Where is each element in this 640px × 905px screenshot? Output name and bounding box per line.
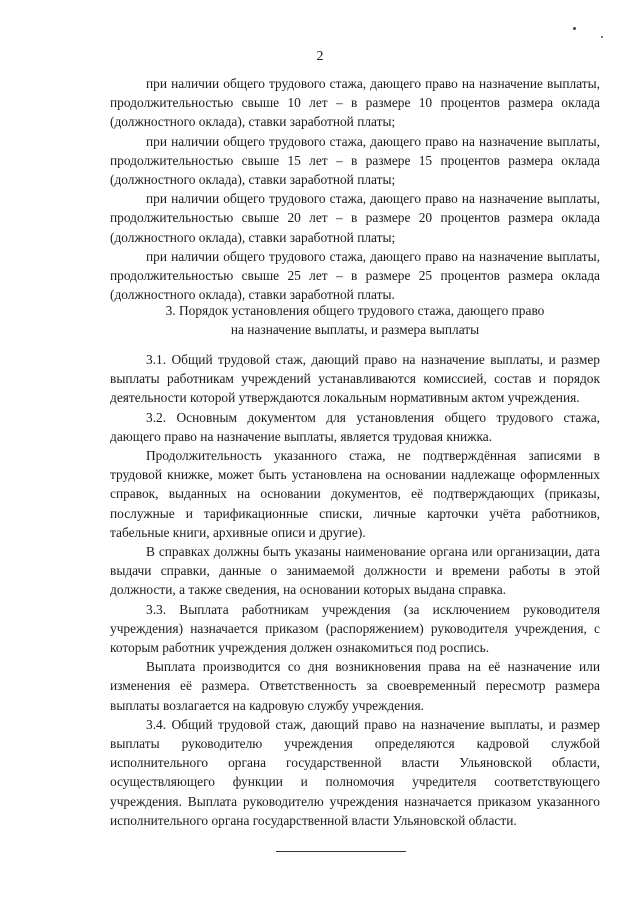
- section-heading-line-2: на назначение выплаты, и размера выплаты: [230, 322, 480, 338]
- clause-3-2-certificates: В справках должны быть указаны наименование органа или организации, дата выдачи справки, данные о занимаемой должности и времени работы в этой должности, а также сведения, на основании которых выдана справка.: [110, 544, 600, 598]
- allowance-tiers-list: [110, 74, 600, 304]
- tier-paragraph: при наличии общего трудового стажа, дающего право на назначение выплаты, продолжительностью свыше 15 лет – в размере 15 процентов размера оклада (должностного оклада), ставки заработной платы;: [110, 133, 600, 188]
- clause-3-2-duration: Продолжительность указанного стажа, не подтверждённая записями в трудовой книжке, может быть установлена на основании надлежаще оформленных справок, выданных на основании документов, её подтверждающих (приказы, послужные и тарификационные списки, личные карточки учёта работников, табельные книги, архивные описи и другие).: [110, 448, 600, 540]
- end-rule-divider: [276, 851, 406, 852]
- section-body: [110, 350, 600, 830]
- clause-3-1: 3.1. Общий трудовой стаж, дающий право на назначение выплаты, и размер выплаты работникам учреждений устанавливаются комиссией, состав и порядок деятельности которой утверждаются локальным нормативным актом учреждения.: [110, 352, 600, 406]
- tier-paragraph: при наличии общего трудового стажа, дающего право на назначение выплаты, продолжительностью свыше 20 лет – в размере 20 процентов размера оклада (должностного оклада), ставки заработной платы;: [110, 191, 600, 245]
- section-heading-line-1: 3. Порядок установления общего трудового стажа, дающего право: [165, 303, 545, 318]
- section-heading: [110, 301, 600, 339]
- clause-3-2: 3.2. Основным документом для установления общего трудового стажа, дающего право на назначение выплаты, является трудовая книжка.: [110, 409, 600, 444]
- scan-speck: [601, 36, 603, 38]
- clause-3-3-payment-start: Выплата производится со дня возникновения права на её назначение или изменения её размера. Ответственность за своевременный пересмотр размера выплаты возлагается на кадровую службу учреждения.: [110, 659, 600, 713]
- scan-speck: [573, 27, 576, 30]
- clause-3-3: 3.3. Выплата работникам учреждения (за исключением руководителя учреждения) назначается приказом (распоряжением) руководителя учреждения, с которым работник учреждения должен ознакомиться под роспись.: [110, 601, 600, 656]
- tier-paragraph: при наличии общего трудового стажа, дающего право на назначение выплаты, продолжительностью свыше 25 лет – в размере 25 процентов размера оклада (должностного оклада), ставки заработной платы.: [110, 248, 600, 303]
- page-number: 2: [316, 49, 324, 64]
- clause-3-4: 3.4. Общий трудовой стаж, дающий право на назначение выплаты, и размер выплаты руководителю учреждения определяются кадровой службой исполнительного органа государственной власти Ульяновской области, осуществляющего функции и полномочия учредителя соответствующего учреждения. Выплата руководителю учреждения назначается приказом указанного исполнительного органа государственной власти Ульяновской области.: [110, 716, 600, 828]
- tier-paragraph: при наличии общего трудового стажа, дающего право на назначение выплаты, продолжительностью свыше 10 лет – в размере 10 процентов размера оклада (должностного оклада), ставки заработной платы;: [110, 76, 600, 130]
